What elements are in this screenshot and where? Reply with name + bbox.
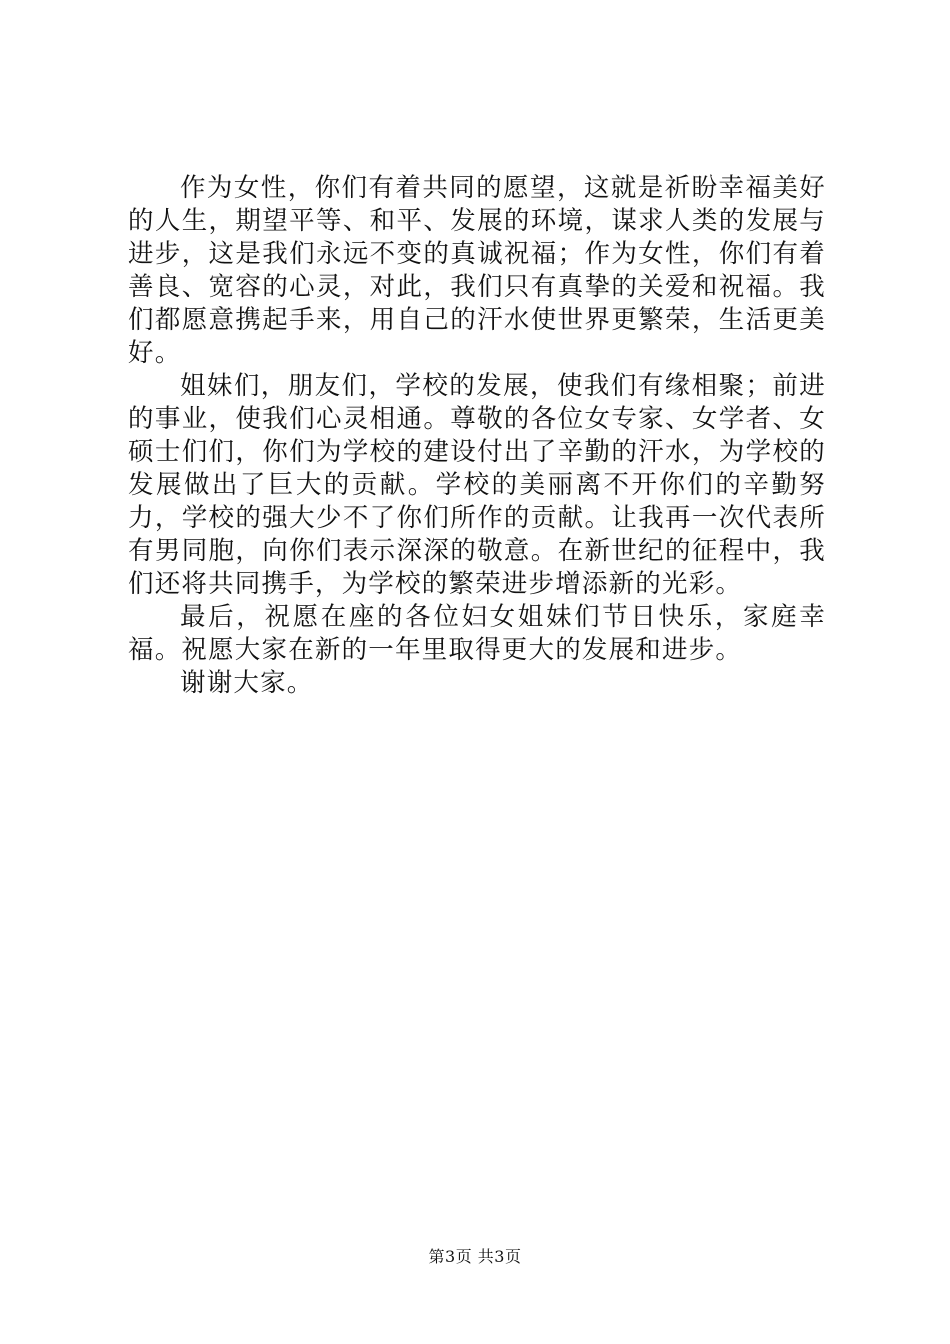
paragraph-4: 谢谢大家。 (180, 668, 314, 698)
paragraph-3: 最后，祝愿在座的各位妇女姐妹们节日快乐，家庭幸福。祝愿大家在新的一年里取得更大的发展和进步。 (128, 602, 826, 665)
page-number-footer: 第3页 共3页 (428, 1247, 522, 1266)
paragraph-1: 作为女性，你们有着共同的愿望，这就是祈盼幸福美好的人生，期望平等、和平、发展的环境，谋求人类的发展与进步，这是我们永远不变的真诚祝福；作为女性，你们有着善良、宽容的心灵，对此，我们只有真挚的关爱和祝福。我们都愿意携起手来，用自己的汗水使世界更繁荣，生活更美好。 (128, 173, 826, 368)
document-body (128, 172, 826, 700)
paragraph-2: 姐妹们，朋友们，学校的发展，使我们有缘相聚；前进的事业，使我们心灵相通。尊敬的各位女专家、女学者、女硕士们们，你们为学校的建设付出了辛勤的汗水，为学校的发展做出了巨大的贡献。学校的美丽离不开你们的辛勤努力，学校的强大少不了你们所作的贡献。让我再一次代表所有男同胞，向你们表示深深的敬意。在新世纪的征程中，我们还将共同携手，为学校的繁荣进步增添新的光彩。 (128, 371, 826, 599)
